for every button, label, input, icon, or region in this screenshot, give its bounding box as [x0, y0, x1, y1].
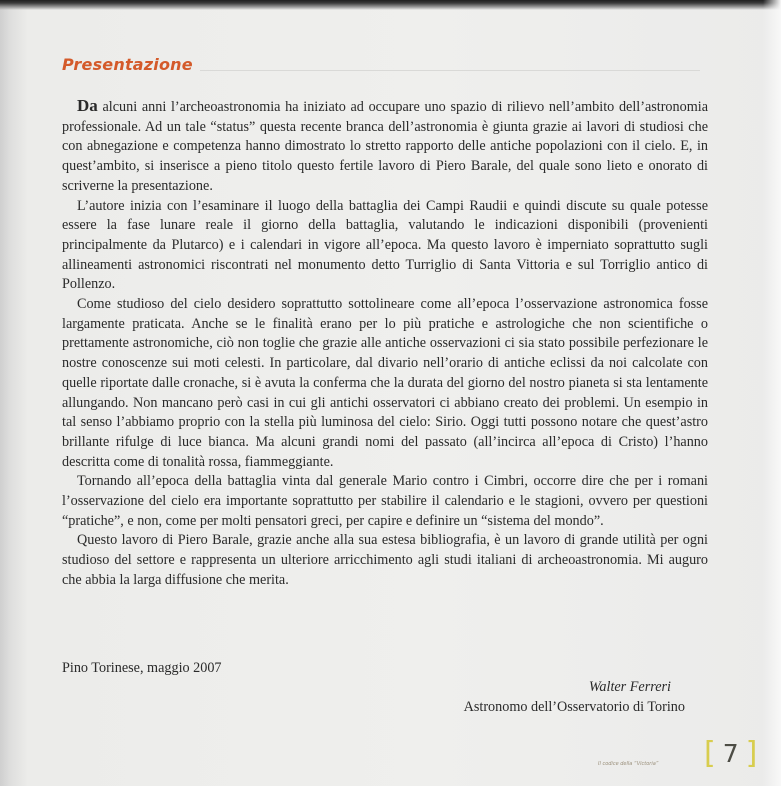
- body-text: [62, 96, 708, 591]
- page-number: 7: [722, 739, 739, 768]
- page-number-block: [704, 735, 757, 770]
- bracket-left: [: [704, 736, 716, 771]
- paragraph-dropcap: Da: [77, 96, 98, 115]
- paragraph-3: Come studioso del cielo desidero soprattutto sottolineare come all’epoca l’osservazione astronomica fosse largamente praticata. Anche se le finalità erano per lo più pratiche e astrologiche che non scientifiche o prettamente astronomiche, ciò non toglie che grazie alle antiche osservazioni ci sia stato possibile perfezionare le nostre conoscenze sui moti celesti. In particolare, dal divario nell’orario di antiche eclissi da noi calcolate con quelle riportate dalle cronache, si è avuta la conferma che la durata del giorno del nostro pianeta si sta lentamente allungando. Non mancano però casi in cui gli antichi osservatori ci abbiano creato dei problemi. Un esempio in tal senso l’abbiamo proprio con la stella più luminosa del cielo: Sirio. Oggi tutti possono notare che quest’astro brillante rifulge di luce bianca. Ma alcuni grandi nomi del passato (all’incirca all’epoca di Cristo) l’hanno descritta come di tonalità rossa, fiammeggiante.: [62, 296, 708, 470]
- paragraph-4: Tornando all’epoca della battaglia vinta dal generale Mario contro i Cimbri, occorre dire che per i romani l’osservazione del cielo era importante soprattutto per stabilire il calendario e le stagioni, ovvero per questioni “pratiche”, e non, come per molti pensatori greci, per capire e definire un “sistema del mondo”.: [62, 473, 708, 529]
- signature-block: [464, 677, 685, 717]
- section-heading: Presentazione: [62, 55, 193, 74]
- paragraph-2: L’autore inizia con l’esaminare il luogo della battaglia dei Campi Raudii e quindi discute su quale potesse essere la fase lunare reale il giorno della battaglia, valutando le indicazioni disponibili (provenienti principalmente da Plutarco) e i calendari in vigore all’epoca. Ma questo lavoro è imperniato soprattutto sugli allineamenti astronomici riscontrati nel monumento detto Turriglio di Santa Vittoria e sul Torriglio antico di Pollenzo.: [62, 197, 708, 293]
- place-date: Pino Torinese, maggio 2007: [62, 660, 222, 676]
- author-role: Astronomo dell’Osservatorio di Torino: [463, 699, 685, 715]
- paragraph-5: Questo lavoro di Piero Barale, grazie anche alla sua estesa bibliografia, è un lavoro di grande utilità per ogni studioso del settore e rappresenta un ulteriore arricchimento agli studi italiani di archeoastronomia. Mi auguro che abbia la larga diffusione che merita.: [62, 532, 708, 588]
- paragraph-1-text: alcuni anni l’archeoastronomia ha iniziato ad occupare uno spazio di rilievo nell’ambito dell’astronomia professionale. Ad un tale “status” questa recente branca dell’astronomia è giunta grazie ai lavori di studiosi che con abnegazione e competenza hanno dimostrato lo stretto rapporto delle antiche popolazioni con il cielo. E, in quest’ambito, si inserisce a pieno titolo questo fertile lavoro di Piero Barale, del quale sono lieto e onorato di scriverne la presentazione.: [62, 99, 708, 194]
- page-edge: [763, 0, 781, 786]
- author-name: Walter Ferreri: [588, 679, 671, 695]
- scan-top-edge: [0, 0, 781, 10]
- paragraph-1: [62, 96, 708, 197]
- running-footer-title: Il codice della “Victoria”: [598, 761, 659, 767]
- heading-rule: [200, 70, 700, 71]
- bracket-right: ]: [745, 736, 758, 771]
